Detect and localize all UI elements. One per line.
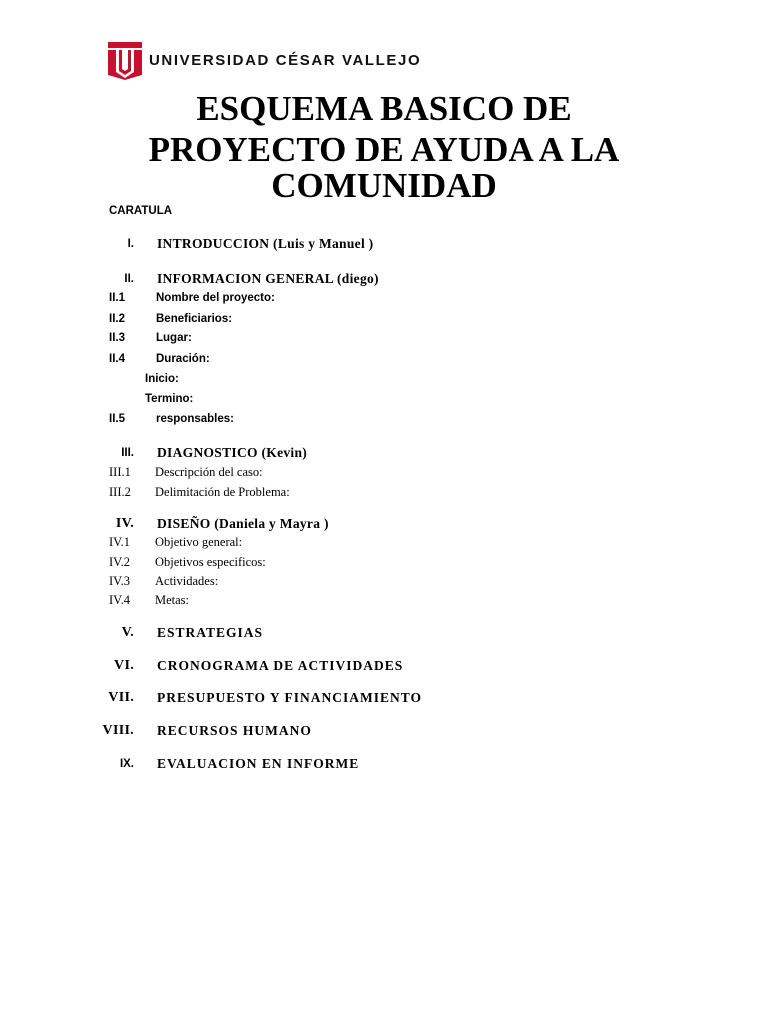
section-number: III. — [121, 447, 134, 459]
subsection-label: Descripción del caso: — [155, 465, 263, 479]
termino-label: Termino: — [145, 393, 194, 405]
page-title-line-2: PROYECTO DE AYUDA A LA — [148, 130, 620, 169]
inicio-label: Inicio: — [145, 373, 179, 385]
section-number: IV. — [115, 516, 134, 531]
subsection-number: II.1 — [109, 292, 125, 304]
subsection-label: Nombre del proyecto: — [156, 292, 275, 304]
subsection-label: Objetivos especificos: — [155, 555, 266, 569]
page-title-line-3: COMUNIDAD — [271, 166, 497, 205]
subsection-label: responsables: — [156, 413, 234, 425]
subsection-label: Duración: — [156, 353, 210, 365]
subsection-number: II.4 — [109, 353, 125, 365]
section-heading-recursos: RECURSOS HUMANO — [157, 723, 312, 738]
subsection-number: IV.2 — [109, 555, 130, 569]
section-number: VII. — [108, 690, 134, 705]
subsection-number: IV.1 — [109, 535, 130, 549]
subsection-number: II.2 — [109, 313, 125, 325]
section-heading-cronograma: CRONOGRAMA DE ACTIVIDADES — [157, 658, 404, 673]
subsection-number: II.5 — [109, 413, 125, 425]
section-number: II. — [124, 273, 134, 285]
subsection-number: III.2 — [109, 485, 131, 499]
section-number: VI. — [114, 658, 134, 673]
section-number: V. — [121, 625, 134, 640]
subsection-label: Metas: — [155, 593, 190, 607]
subsection-number: II.3 — [109, 332, 125, 344]
section-heading-introduccion: INTRODUCCION (Luis y Manuel ) — [157, 236, 374, 251]
section-number: VIII. — [102, 723, 134, 738]
subsection-label: Objetivo general: — [155, 535, 243, 549]
subsection-label: Lugar: — [156, 332, 192, 344]
section-heading-evaluacion: EVALUACION EN INFORME — [157, 756, 360, 771]
section-number: I. — [127, 238, 134, 250]
section-heading-presupuesto: PRESUPUESTO Y FINANCIAMIENTO — [157, 690, 423, 705]
university-logo-icon — [108, 42, 142, 80]
subsection-number: III.1 — [109, 465, 131, 479]
page-title-line-1: ESQUEMA BASICO DE — [196, 89, 572, 128]
subsection-label: Beneficiarios: — [156, 313, 233, 325]
section-heading-diagnostico: DIAGNOSTICO (Kevin) — [157, 445, 308, 460]
section-heading-diseno: DISEÑO (Daniela y Mayra ) — [157, 516, 329, 531]
caratula-label: CARATULA — [109, 205, 173, 217]
section-heading-estrategias: ESTRATEGIAS — [157, 625, 264, 640]
section-heading-informacion-general: INFORMACION GENERAL (diego) — [157, 271, 379, 286]
university-name: UNIVERSIDAD CÉSAR VALLEJO — [149, 52, 422, 69]
section-number: IX. — [119, 758, 134, 770]
subsection-number: IV.3 — [109, 574, 130, 588]
subsection-number: IV.4 — [109, 593, 130, 607]
subsection-label: Delimitación de Problema: — [155, 485, 290, 499]
subsection-label: Actividades: — [155, 574, 219, 588]
